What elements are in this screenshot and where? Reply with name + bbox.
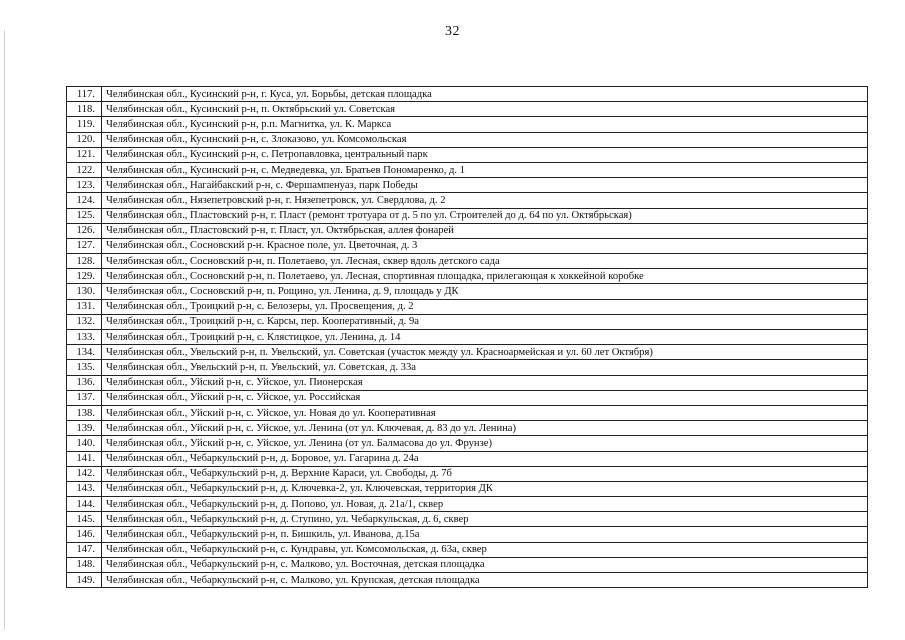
table-row: [67, 193, 868, 208]
table-row: [67, 330, 868, 345]
table-row: [67, 481, 868, 496]
row-number: 136.: [67, 375, 102, 390]
row-number: 147.: [67, 542, 102, 557]
row-address: Челябинская обл., Пластовский р-н, г. Пласт (ремонт тротуара от д. 5 по ул. Строителей до д. 64 по ул. Октябрьская): [102, 208, 868, 223]
page-number: 32: [445, 24, 460, 39]
row-number: 145.: [67, 512, 102, 527]
table-row: [67, 254, 868, 269]
table-row: [67, 512, 868, 527]
row-address: Челябинская обл., Увельский р-н, п. Увельский, ул. Советская, д. 33а: [102, 360, 868, 375]
page-edge-line: [4, 30, 5, 630]
row-address: Челябинская обл., Кусинский р-н, с. Злоказово, ул. Комсомольская: [102, 132, 868, 147]
row-number: 124.: [67, 193, 102, 208]
table-row: [67, 284, 868, 299]
row-number: 129.: [67, 269, 102, 284]
row-address: Челябинская обл., Нязепетровский р-н, г. Нязепетровск, ул. Свердлова, д. 2: [102, 193, 868, 208]
row-address: Челябинская обл., Чебаркульский р-н, с. Кундравы, ул. Комсомольская, д. 63а, сквер: [102, 542, 868, 557]
row-number: 142.: [67, 466, 102, 481]
row-number: 123.: [67, 178, 102, 193]
row-number: 127.: [67, 238, 102, 253]
table-row: [67, 573, 868, 588]
row-number: 149.: [67, 573, 102, 588]
row-address: Челябинская обл., Сосновский р-н, п. Полетаево, ул. Лесная, спортивная площадка, прилегающая к хоккейной коробке: [102, 269, 868, 284]
table-row: [67, 269, 868, 284]
row-address: Челябинская обл., Кусинский р-н, г. Куса, ул. Борьбы, детская площадка: [102, 87, 868, 102]
row-number: 148.: [67, 557, 102, 572]
row-number: 141.: [67, 451, 102, 466]
row-address: Челябинская обл., Уйский р-н, с. Уйское, ул. Новая до ул. Кооперативная: [102, 405, 868, 420]
row-number: 119.: [67, 117, 102, 132]
row-number: 144.: [67, 497, 102, 512]
table-row: [67, 132, 868, 147]
row-address: Челябинская обл., Чебаркульский р-н, д. Ступино, ул. Чебаркульская, д. 6, сквер: [102, 512, 868, 527]
table-row: [67, 421, 868, 436]
table-row: [67, 117, 868, 132]
table-row: [67, 405, 868, 420]
row-number: 130.: [67, 284, 102, 299]
row-address: Челябинская обл., Троицкий р-н, с. Клястицкое, ул. Ленина, д. 14: [102, 330, 868, 345]
table-row: [67, 223, 868, 238]
table-row: [67, 345, 868, 360]
table-row: [67, 436, 868, 451]
row-number: 146.: [67, 527, 102, 542]
row-address: Челябинская обл., Чебаркульский р-н, с. Малково, ул. Крупская, детская площадка: [102, 573, 868, 588]
row-number: 120.: [67, 132, 102, 147]
row-address: Челябинская обл., Троицкий р-н, с. Карсы, пер. Кооперативный, д. 9а: [102, 314, 868, 329]
table-row: [67, 102, 868, 117]
row-address: Челябинская обл., Сосновский р-н, п. Полетаево, ул. Лесная, сквер вдоль детского сада: [102, 254, 868, 269]
table-row: [67, 557, 868, 572]
table-row: [67, 527, 868, 542]
row-address: Челябинская обл., Кусинский р-н, с. Петропавловка, центральный парк: [102, 147, 868, 162]
row-number: 128.: [67, 254, 102, 269]
row-address: Челябинская обл., Уйский р-н, с. Уйское, ул. Ленина (от ул. Балмасова до ул. Фрунзе): [102, 436, 868, 451]
locations-table-body: [67, 87, 868, 588]
table-row: [67, 178, 868, 193]
row-number: 134.: [67, 345, 102, 360]
row-address: Челябинская обл., Уйский р-н, с. Уйское, ул. Ленина (от ул. Ключевая, д. 83 до ул. Ленина): [102, 421, 868, 436]
row-number: 135.: [67, 360, 102, 375]
table-row: [67, 87, 868, 102]
table-row: [67, 147, 868, 162]
row-address: Челябинская обл., Чебаркульский р-н, с. Малково, ул. Восточная, детская площадка: [102, 557, 868, 572]
row-address: Челябинская обл., Кусинский р-н, р.п. Магнитка, ул. К. Маркса: [102, 117, 868, 132]
table-row: [67, 314, 868, 329]
row-address: Челябинская обл., Кусинский р-н, с. Медведевка, ул. Братьев Пономаренко, д. 1: [102, 162, 868, 177]
row-address: Челябинская обл., Нагайбакский р-н, с. Фершампенуаз, парк Победы: [102, 178, 868, 193]
row-address: Челябинская обл., Сосновский р-н. Красное поле, ул. Цветочная, д. 3: [102, 238, 868, 253]
row-number: 131.: [67, 299, 102, 314]
row-address: Челябинская обл., Сосновский р-н, п. Рощино, ул. Ленина, д. 9, площадь у ДК: [102, 284, 868, 299]
row-address: Челябинская обл., Чебаркульский р-н, п. Бишкиль, ул. Иванова, д.15а: [102, 527, 868, 542]
row-address: Челябинская обл., Пластовский р-н, г. Пласт, ул. Октябрьская, аллея фонарей: [102, 223, 868, 238]
row-address: Челябинская обл., Чебаркульский р-н, д. Верхние Караси, ул. Свободы, д. 7б: [102, 466, 868, 481]
row-address: Челябинская обл., Уйский р-н, с. Уйское, ул. Пионерская: [102, 375, 868, 390]
table-row: [67, 390, 868, 405]
row-number: 133.: [67, 330, 102, 345]
row-number: 139.: [67, 421, 102, 436]
table-row: [67, 497, 868, 512]
row-number: 143.: [67, 481, 102, 496]
row-address: Челябинская обл., Увельский р-н, п. Увельский, ул. Советская (участок между ул. Красноармейская и ул. 60 лет Октября): [102, 345, 868, 360]
row-number: 121.: [67, 147, 102, 162]
table-row: [67, 542, 868, 557]
row-number: 132.: [67, 314, 102, 329]
table-row: [67, 360, 868, 375]
row-address: Челябинская обл., Кусинский р-н, п. Октябрьский ул. Советская: [102, 102, 868, 117]
table-row: [67, 466, 868, 481]
row-number: 140.: [67, 436, 102, 451]
row-address: Челябинская обл., Чебаркульский р-н, д. Попово, ул. Новая, д. 21а/1, сквер: [102, 497, 868, 512]
table-row: [67, 238, 868, 253]
row-address: Челябинская обл., Троицкий р-н, с. Белозеры, ул. Просвещения, д. 2: [102, 299, 868, 314]
row-address: Челябинская обл., Чебаркульский р-н, д. Ключевка-2, ул. Ключевская, территория ДК: [102, 481, 868, 496]
row-number: 125.: [67, 208, 102, 223]
table-row: [67, 451, 868, 466]
locations-table: [66, 86, 868, 588]
row-number: 122.: [67, 162, 102, 177]
row-address: Челябинская обл., Уйский р-н, с. Уйское, ул. Российская: [102, 390, 868, 405]
row-number: 118.: [67, 102, 102, 117]
row-number: 137.: [67, 390, 102, 405]
table-row: [67, 375, 868, 390]
table-row: [67, 162, 868, 177]
row-number: 126.: [67, 223, 102, 238]
row-number: 117.: [67, 87, 102, 102]
table-row: [67, 208, 868, 223]
row-number: 138.: [67, 405, 102, 420]
row-address: Челябинская обл., Чебаркульский р-н, д. Боровое, ул. Гагарина д. 24а: [102, 451, 868, 466]
table-row: [67, 299, 868, 314]
